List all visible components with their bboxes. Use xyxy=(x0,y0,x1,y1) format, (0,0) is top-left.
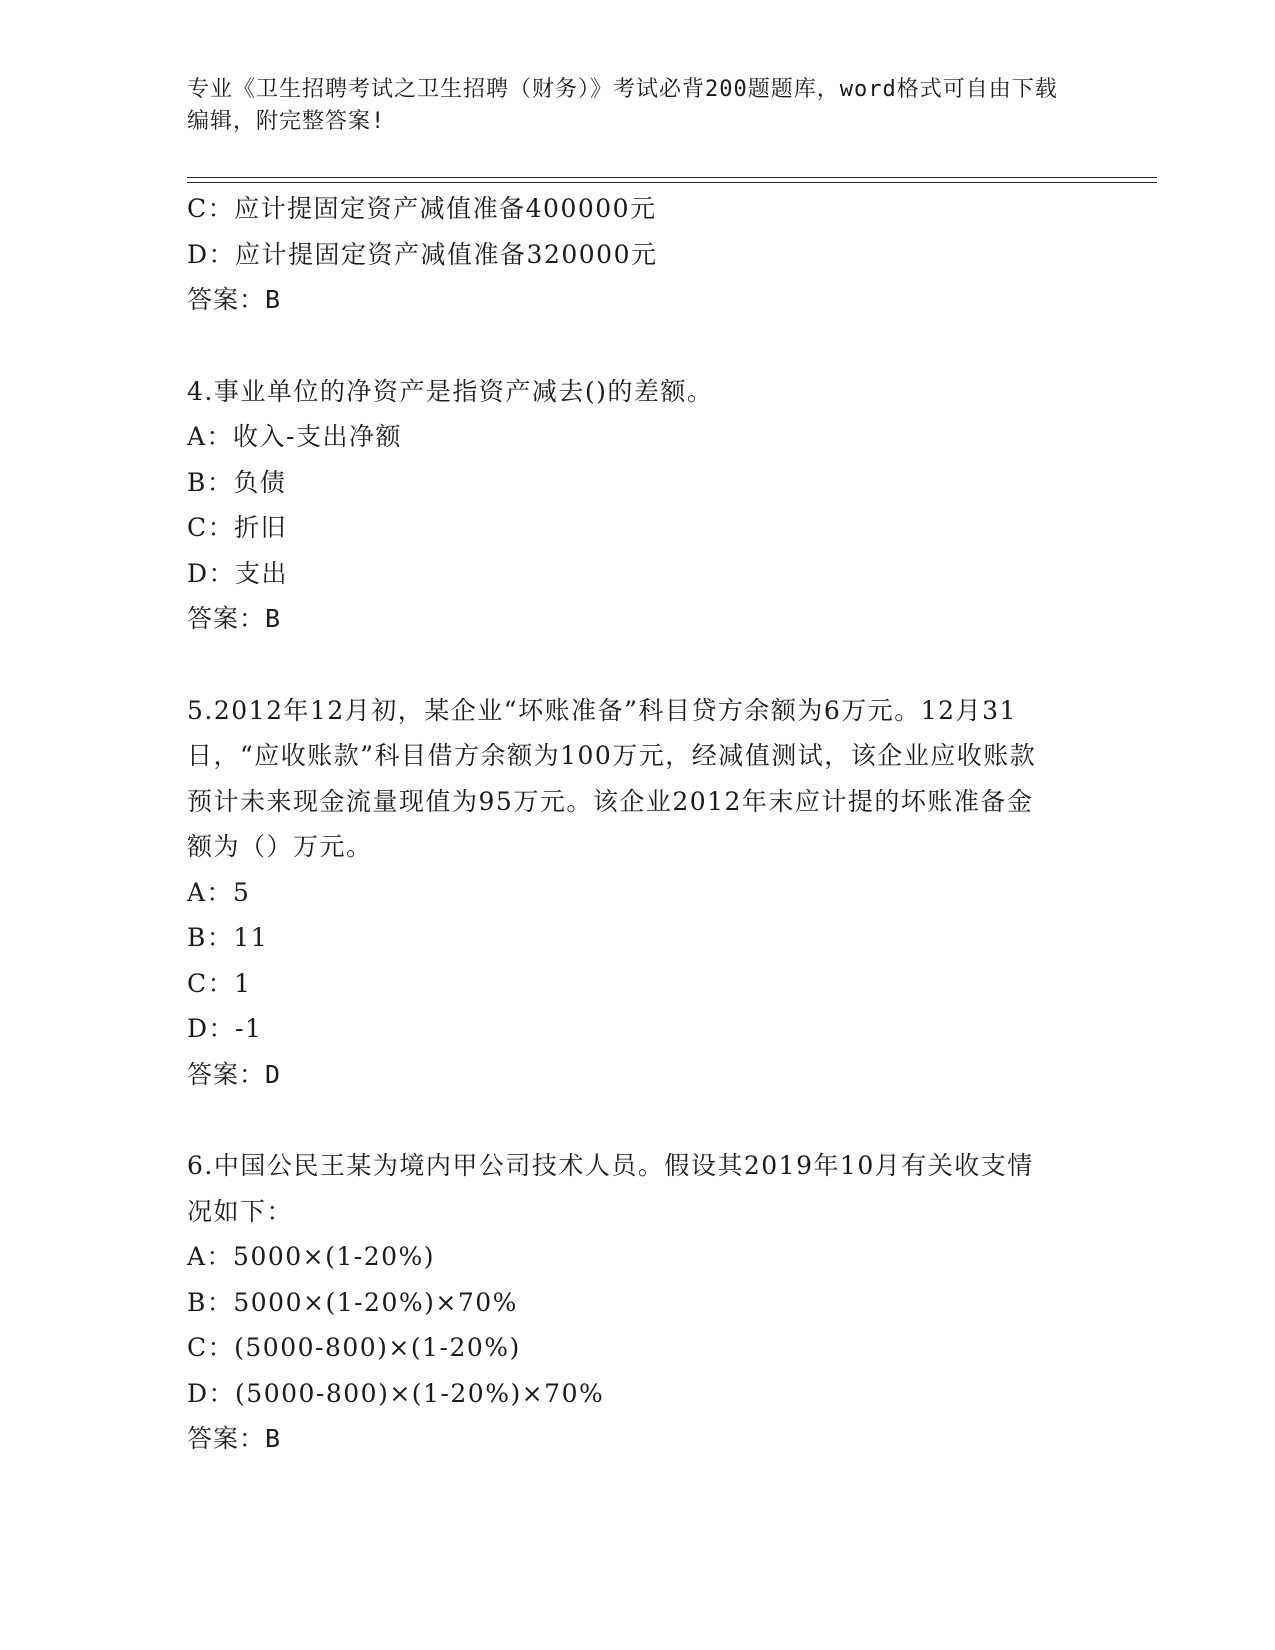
option-c: C：应计提固定资产减值准备400000元 xyxy=(187,194,657,223)
option-b: B：负债 xyxy=(187,467,287,497)
header-divider-bottom xyxy=(187,182,1157,183)
option-d: D：-1 xyxy=(187,1014,263,1043)
option-a: A：5000×(1-20%) xyxy=(187,1242,436,1271)
option-d: D：应计提固定资产减值准备320000元 xyxy=(187,239,658,269)
answer-line: 答案：D xyxy=(187,1059,282,1089)
document-intro: 专业《卫生招聘考试之卫生招聘（财务）》考试必背200题题库，word格式可自由下载编辑，附完整答案! xyxy=(187,77,1058,134)
answer-line: 答案：B xyxy=(187,604,282,633)
option-c: C：1 xyxy=(187,968,252,998)
option-b: B：11 xyxy=(187,923,269,952)
option-d: D：支出 xyxy=(187,558,289,588)
option-c: C：折旧 xyxy=(187,513,288,542)
question-text: 6.中国公民王某为境内甲公司技术人员。假设其2019年10月有关收支情况如下： xyxy=(187,1151,1034,1226)
option-a: A：5 xyxy=(187,877,251,907)
option-b: B：5000×(1-20%)×70% xyxy=(187,1287,518,1317)
question-list xyxy=(187,186,1087,1462)
option-a: A：收入-支出净额 xyxy=(187,422,403,451)
question-6 xyxy=(187,1143,1087,1462)
question-text: 4.事业单位的净资产是指资产减去()的差额。 xyxy=(187,376,714,406)
answer-line: 答案：B xyxy=(187,285,282,314)
question-4 xyxy=(187,369,1087,642)
question-text: 5.2012年12月初，某企业“坏账准备”科目贷方余额为6万元。12月31日，“应收账款”科目借方余额为100万元，经减值测试，该企业应收账款预计未来现金流量现值为95万元。该企业2012年末应计提的坏账准备金额为（）万元。 xyxy=(187,695,1037,861)
header-divider-top xyxy=(187,177,1157,178)
partial-question xyxy=(187,186,1087,323)
option-c: C：(5000-800)×(1-20%) xyxy=(187,1333,521,1362)
answer-line: 答案：B xyxy=(187,1424,282,1453)
question-5 xyxy=(187,688,1087,1098)
option-d: D：(5000-800)×(1-20%)×70% xyxy=(187,1378,605,1408)
